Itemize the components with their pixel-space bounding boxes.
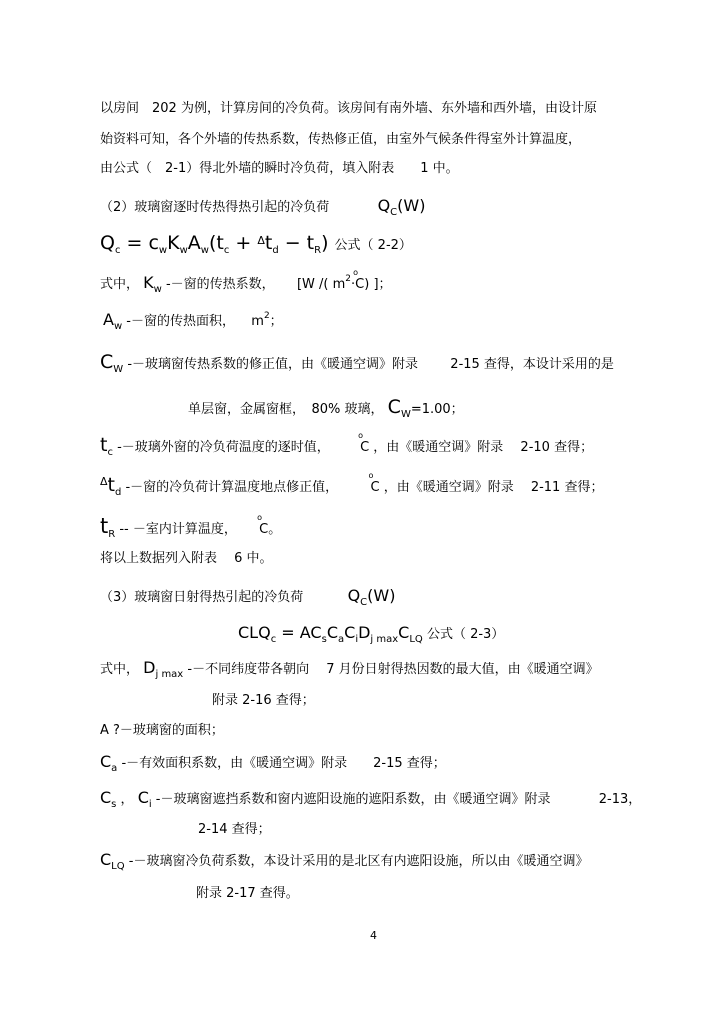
kw-unit-sup: 2 [345,274,352,284]
cw-value-sub: W [400,409,411,420]
ci-sub: i [148,799,152,810]
section-3-q-sub: C [360,597,368,608]
delta-symbol: Δ [257,234,265,247]
formula-2-2-sub: R [314,245,322,256]
formula-2-3-sub: i [355,634,359,645]
section-2-q-unit: (W) [397,196,426,215]
aw-end: ； [269,314,283,329]
section-3-q-unit: (W) [367,586,396,605]
kw-description: -－窗的传热系数， [165,277,275,292]
cs-ci-definition: $C_s$ ， $C_i$ -－玻璃窗遮挡系数和窗内遮阳设施的遮阳系数，由《暖通空调》附录 2-13， [100,788,642,810]
ca-definition [100,752,446,774]
td-unit: o C [370,480,379,495]
dj-definition [100,658,599,680]
aw-definition [103,310,283,332]
td-description: -－窗的冷负荷计算温度地点修正值， [125,480,339,495]
kw-unit: [W /( m [296,277,346,292]
dj-sub: j max [155,669,184,680]
formula-2-3-part: D [358,623,371,642]
section-3-title [100,586,396,608]
ca-sub: a [111,763,118,774]
formula-2-2-part: + [229,232,258,254]
td-sub: d [114,487,122,498]
tr-definition [100,514,282,540]
cs-sub: s [111,799,117,810]
tc-description: -－玻璃外窗的冷负荷温度的逐时值， [117,440,330,455]
kw-definition [100,273,392,295]
ca-description: -－有效面积系数，由《暖通空调》附录 2-15 查得； [121,756,446,771]
list-in-table-6: 将以上数据列入附表 6 中。 [100,551,273,566]
td-reference: ，由《暖通空调》附录 2-11 查得； [383,480,604,495]
cw-sub: W [113,364,124,375]
cw-line-2 [188,396,464,420]
aw-description: -－窗的传热面积， [126,314,235,329]
formula-2-3-part: C [344,623,356,642]
cw-reference: 2-15 查得，本设计采用的是 [450,357,614,372]
cs-ci-description: -－玻璃窗遮挡系数和窗内遮阳设施的遮阳系数，由《暖通空调》附录 [155,792,551,807]
formula-2-2-part: A [187,232,201,254]
kw-unit-end: o C) ]； [355,277,391,292]
ca-symbol: C [100,752,112,771]
aw-symbol: A [103,310,114,329]
formula-2-2-label: 公式（ 2-2） [334,238,412,253]
formula-2-3-part: C [326,623,338,642]
cs-ci-line-2: 2-14 查得； [198,822,271,837]
aw-unit: m [251,314,264,329]
clq-sub: LQ [111,861,125,872]
formula-2-2-part: K [167,232,180,254]
cw-value-symbol: C [387,396,401,418]
tc-symbol: t [100,434,108,456]
cw-value: =1.00； [410,402,464,417]
cw-line-2-text: 单层窗，金属窗框， 80% 玻璃， [188,402,384,417]
tc-reference: ，由《暖通空调》附录 2-10 查得； [373,440,594,455]
formula-2-3-label: 公式（ 2-3） [426,627,505,642]
section-2-q-sub: C [390,207,398,218]
ci-symbol: C [137,788,149,807]
formula-2-2-sub: w [200,245,209,256]
formula-2-2 [100,232,412,256]
formula-2-2-sub: c [223,245,230,256]
clq-definition [100,850,589,872]
formula-2-2-part: t [264,232,273,254]
td-symbol: t [107,474,115,496]
dj-prefix: 式中， [100,662,140,677]
cw-symbol: C [100,351,114,373]
formula-2-2-part: Q [100,232,115,254]
dj-description: -－不同纬度带各朝向 7 月份日射得热因数的最大值，由《暖通空调》 [187,662,599,677]
tr-sub: R [108,529,116,540]
td-delta-symbol: Δ [100,475,108,488]
formula-2-3-sub: c [270,634,277,645]
formula-2-2-sub: w [158,245,168,256]
td-definition [100,474,604,498]
section-2-title [100,196,426,218]
formula-2-2-part: − t [278,232,315,254]
formula-2-3 [238,623,505,645]
formula-2-3-part: CLQ [238,623,271,642]
tc-unit: o C [360,440,369,455]
intro-line-3: 由公式（ 2-1）得北外墙的瞬时冷负荷，填入附表 1 中。 [100,161,459,176]
tc-definition [100,434,594,458]
formula-2-3-part: = AC [276,623,322,642]
a-definition: A ?－玻璃窗的面积； [100,723,224,738]
tr-symbol: t [100,514,109,538]
section-2-q-symbol: Q [377,196,391,215]
formula-2-3-sub: a [338,634,345,645]
formula-2-2-sub: d [272,245,279,256]
clq-line-2: 附录 2-17 查得。 [196,886,299,901]
formula-2-3-sub: s [321,634,327,645]
kw-unit-dot: · [351,277,356,292]
cs-ci-reference: 2-13， [598,792,642,807]
formula-2-2-part: ) [321,232,329,254]
formula-2-2-sub: w [179,245,188,256]
formula-2-3-part: C [398,623,410,642]
cs-symbol: C [100,788,112,807]
aw-unit-sup: 2 [263,311,270,321]
tc-sub: c [107,447,113,458]
tr-unit: o C。 [259,522,281,537]
kw-prefix: 式中， [100,277,140,292]
cw-description: -－玻璃窗传热系数的修正值，由《暖通空调》附录 [127,357,419,372]
intro-line-2: 始资料可知，各个外墙的传热系数，传热修正值，由室外气候条件得室外计算温度， [100,132,582,147]
kw-sub: w [153,284,162,295]
page-number: 4 [370,929,377,942]
section-3-title-text: （3）玻璃窗日射得热引起的冷负荷 [100,590,304,605]
tr-description: -- －室内计算温度， [119,522,237,537]
cw-definition [100,351,614,375]
dj-symbol: D [143,658,156,677]
formula-2-2-part: (t [208,232,224,254]
clq-symbol: C [100,850,112,869]
section-3-q-symbol: Q [347,586,361,605]
aw-sub: w [113,321,123,332]
clq-description: -－玻璃窗冷负荷系数，本设计采用的是北区有内遮阳设施，所以由《暖通空调》 [128,854,589,869]
formula-2-2-part: = c [120,232,159,254]
formula-2-2-sub: c [114,245,121,256]
intro-line-1: 以房间 202 为例，计算房间的冷负荷。该房间有南外墙、东外墙和西外墙，由设计原 [100,101,597,116]
kw-symbol: K [143,273,154,292]
section-2-title-text: （2）玻璃窗逐时传热得热引起的冷负荷 [100,200,330,215]
formula-2-3-sub: LQ [409,634,423,645]
formula-2-3-sub: j max [370,634,399,645]
dj-line-2: 附录 2-16 查得； [212,693,315,708]
